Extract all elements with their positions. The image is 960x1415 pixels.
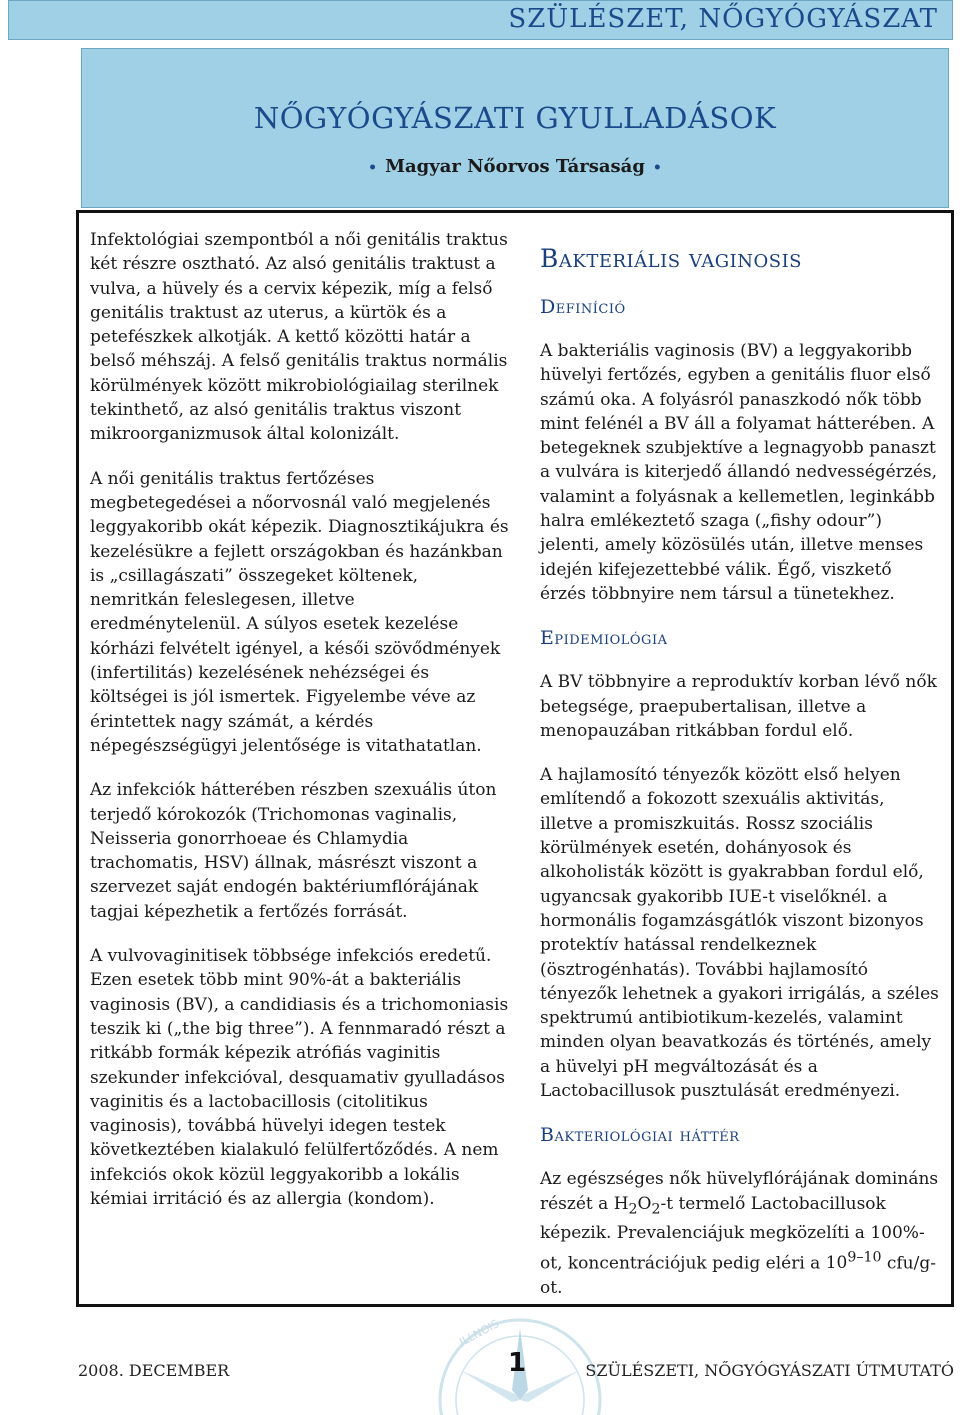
epidemiology-heading: Epidemiológia <box>540 627 668 650</box>
page-number: 1 <box>508 1348 527 1378</box>
society-name: Magyar Nőorvos Társaság <box>385 156 645 177</box>
article-title: NŐGYÓGYÁSZATI GYULLADÁSOK <box>253 101 777 135</box>
h2o2-formula: $H_2O_2$ <box>613 1193 661 1217</box>
vulvovaginitis-paragraph: A vulvovaginitisek többsége infekciós eredetű. Ezen esetek több mint 90%-át a bakteriális vaginosis (BV), a candidiasis és a trichomoniasis teszik ki („the big three”). A fennmaradó részt a ritkább formák képezik atrófiás vaginitis szekunder infekcióval, desquamativ gyulladásos vaginitis és a lactobacillosis (citolitikus vaginosis), továbbá hüvelyi idegen testek következtében kialakuló felülfertőződés. A nem infekciós okok közül leggyakoribb a lokális kémiai irritáció és az allergia (kondom). <box>90 946 509 1209</box>
main-heading: Bakteriális vaginosis <box>540 244 803 273</box>
svg-text:ILLNOIS: ILLNOIS <box>457 1317 502 1349</box>
section-title: SZÜLÉSZET, NŐGYÓGYÁSZAT <box>508 4 938 34</box>
intro-paragraph: Infektológiai szempontból a női genitális traktus két részre osztható. Az alsó genitális traktust a vulva, a hüvely és a cervix képezik, míg a felső genitális traktust az uterus, a kürtök és a petefészkek alkotják. A kettő közötti határ a belső méhszáj. A felső genitális traktus normális körülmények között mikrobiológiailag sterilnek tekinthető, az alsó genitális traktus viszont mikroorganizmusok által kolonizált. <box>90 230 508 445</box>
epidemiology-paragraph-1: A BV többnyire a reproduktív korban lévő nők betegsége, praepubertalisan, illetve a menopauzában ritkábban fordul elő. <box>540 672 937 741</box>
title-box <box>81 48 949 208</box>
right-column <box>540 243 940 1320</box>
article-subtitle <box>82 156 948 177</box>
content-box <box>76 210 954 1307</box>
bullet-right: • <box>652 160 662 176</box>
footer-guide-title: SZÜLÉSZETI, NŐGYÓGYÁSZATI ÚTMUTATÓ <box>585 1361 954 1380</box>
infection-paragraph: A női genitális traktus fertőzéses megbetegedései a nőorvosnál való megjelenés leggyakoribb okát képezik. Diagnosztikájukra és kezelésükre a fejlett országokban és hazánkban is „csillagászati” összegeket költenek, nemritkán feleslegesen, illetve eredménytelenül. A súlyos esetek kezelése kórházi felvételt igényel, a késői szövődmények (infertilitás) kezelésének nehézségei és költségei is jól ismertek. Figyelembe véve az érintettek nagy számát, a kérdés népegészségügyi jelentősége is vitathatatlan. <box>90 468 509 756</box>
bacteriology-text-1: Az egészséges nők hüvelyflórájának domináns részét a <box>540 1169 939 1214</box>
definition-paragraph: A bakteriális vaginosis (BV) a leggyakoribb hüvelyi fertőzés, egyben a genitális fluor első számú oka. A folyásról panaszkodó nők több mint felénél a BV áll a folyamat hátterében. A betegeknek szubjektíve a legnagyobb panaszt a vulvára is kiterjedő állandó nedvességérzés, valamint a folyásnak a kellemetlen, leginkább halra emlékeztető szaga („fishy odour”) jelenti, amely közösülés után, illetve menses idején kifejezettebbé válik. Égő, viszkető érzés többnyire nem társul a tünetekhez. <box>540 341 938 604</box>
concentration-power: 10$^{9-10}$ <box>825 1249 882 1274</box>
epidemiology-paragraph-2: A hajlamosító tényezők között első helyen említendő a fokozott szexuális aktivitás, illetve a promiszkuitás. Rossz szociális körülmények esetén, dohányosok és alkoholisták között is gyakrabban fordul elő, ugyancsak gyakoribb IUE-t viselőknél. a hormonális fogamzásgátlók viszont bizonyos protektív hatással rendelkeznek (ösztrogénhatás). További hajlamosító tényezők lehetnek a gyakori irrigálás, a széles spektrumú antibiotikum-kezelés, valamint minden olyan beavatkozás és történés, amely a hüvelyi pH megváltozását és a Lactobacillusok pusztulását eredményezi. <box>540 765 939 1102</box>
footer-date: 2008. DECEMBER <box>78 1361 230 1380</box>
left-column <box>90 228 510 1231</box>
definition-heading: Definíció <box>540 296 626 318</box>
section-header-bar <box>8 0 953 40</box>
bacteriology-unit: cfu/g-ot. <box>540 1253 936 1298</box>
bullet-left: • <box>368 160 378 176</box>
bacteriology-heading: Bakteriológiai háttér <box>540 1124 740 1147</box>
bacteriology-paragraph <box>540 1167 940 1300</box>
pathogens-paragraph: Az infekciók hátterében részben szexuális úton terjedő kórokozók (Trichomonas vaginalis, Neisseria gonorrhoeae és Chlamydia trachomatis, HSV) állnak, másrészt viszont a szervezet saját endogén baktériumflórájának tagjai képezhetik a fertőzés forrását. <box>90 780 497 922</box>
bacteriology-text-2: -t termelő Lactobacillusok képezik. Prevalenciájuk megközelíti a 100%-ot, koncentrációjuk pedig eléri a <box>540 1193 925 1274</box>
